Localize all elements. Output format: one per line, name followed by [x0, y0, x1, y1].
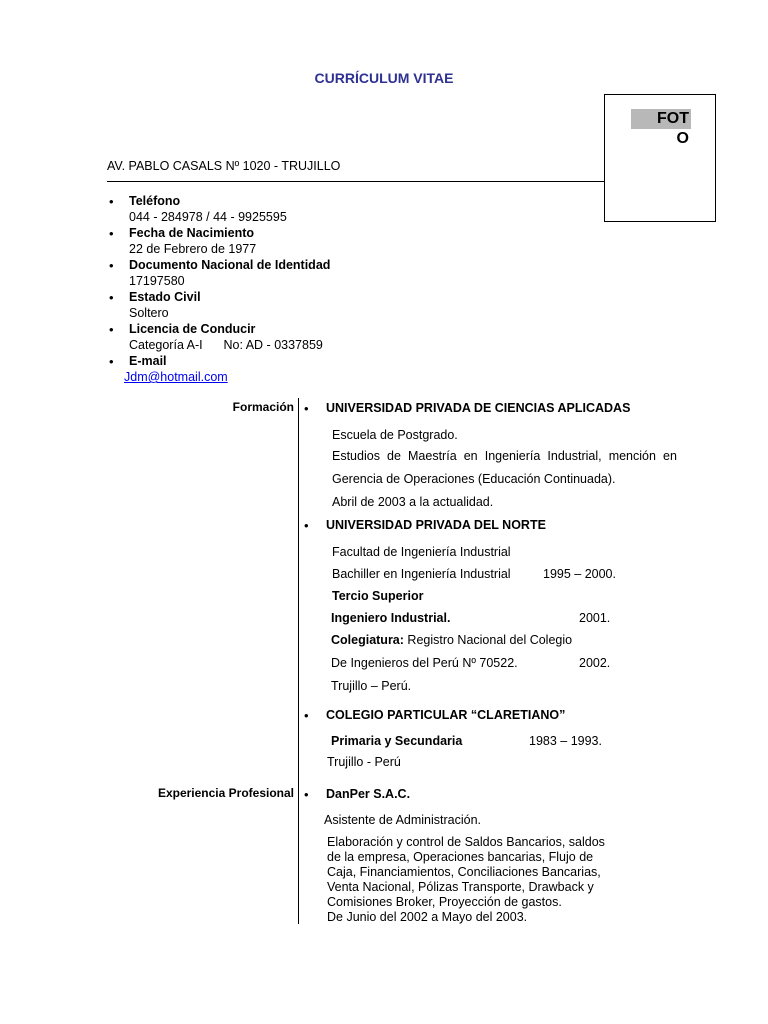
word: en [463, 449, 478, 463]
ucpa-line: Escuela de Postgrado. [332, 428, 458, 442]
bullet-icon: • [304, 401, 309, 416]
upn-line: Ingeniero Industrial. [331, 611, 451, 625]
job-desc-line: Comisiones Broker, Proyección de gastos. [327, 895, 562, 909]
bullet-icon: • [109, 354, 114, 369]
institution-name: UNIVERSIDAD PRIVADA DE CIENCIAS APLICADAS [326, 401, 631, 415]
email-label: E-mail [129, 354, 167, 368]
bullet-icon: • [109, 194, 114, 209]
birthdate-label: Fecha de Nacimiento [129, 226, 255, 240]
upn-date: 2001. [579, 611, 611, 625]
ucpa-line: Abril de 2003 a la actualidad. [332, 495, 494, 509]
job-role: Asistente de Administración. [324, 813, 482, 827]
job-desc-line: De Junio del 2002 a Mayo del 2003. [327, 910, 528, 924]
bullet-icon: • [304, 787, 309, 802]
colegio-date: 1983 – 1993. [529, 734, 602, 748]
word: en [663, 449, 677, 463]
license-label: Licencia de Conducir [129, 322, 256, 336]
dni-value: 17197580 [129, 274, 185, 288]
upn-line: Facultad de Ingeniería Industrial [332, 545, 511, 559]
email-link[interactable]: Jdm@hotmail.com [124, 370, 228, 384]
photo-placeholder [604, 94, 716, 222]
bullet-icon: • [109, 322, 114, 337]
word: Ingeniería [484, 449, 541, 463]
upn-date: 1995 – 2000. [543, 567, 616, 581]
word: de [387, 449, 401, 463]
job-desc-line: Venta Nacional, Pólizas Transporte, Drawback y [327, 880, 594, 894]
license-value: Categoría A-I No: AD - 0337859 [129, 338, 323, 352]
word: Estudios [332, 449, 380, 463]
bullet-icon: • [304, 708, 309, 723]
colegio-line: Trujillo - Perú [327, 755, 401, 769]
job-desc-line: Elaboración y control de Saldos Bancarios, saldos [327, 835, 605, 849]
job-desc-line: de la empresa, Operaciones bancarias, Flujo de [327, 850, 594, 864]
photo-label-line1: FOT [631, 109, 691, 129]
section-label-formacion: Formación [232, 400, 294, 414]
phone-value: 044 - 284978 / 44 - 9925595 [129, 210, 287, 224]
civil-status-value: Soltero [129, 306, 169, 320]
bullet-icon: • [109, 226, 114, 241]
header-divider [107, 181, 604, 182]
document-title: CURRÍCULUM VITAE [314, 70, 454, 86]
upn-line: Bachiller en Ingeniería Industrial [332, 567, 511, 581]
bullet-icon: • [109, 258, 114, 273]
word: mención [608, 449, 656, 463]
company-name: DanPer S.A.C. [326, 787, 411, 801]
word: Maestría [408, 449, 457, 463]
upn-colegiatura-text: Registro Nacional del Colegio [403, 633, 573, 647]
colegio-line: Primaria y Secundaria [331, 734, 463, 748]
photo-label-line2: O [676, 130, 689, 147]
upn-line: De Ingenieros del Perú Nº 70522. [331, 656, 518, 670]
phone-label: Teléfono [129, 194, 181, 208]
institution-name: COLEGIO PARTICULAR “CLARETIANO” [326, 708, 566, 722]
word: Industrial, [547, 449, 602, 463]
bullet-icon: • [304, 518, 309, 533]
upn-colegiatura-label: Colegiatura: [331, 633, 404, 647]
birthdate-value: 22 de Febrero de 1977 [129, 242, 257, 256]
institution-name: UNIVERSIDAD PRIVADA DEL NORTE [326, 518, 546, 532]
ucpa-line: Gerencia de Operaciones (Educación Continuada). [332, 472, 616, 486]
upn-line [331, 633, 572, 647]
upn-date: 2002. [579, 656, 611, 670]
upn-line: Trujillo – Perú. [331, 679, 412, 693]
civil-status-label: Estado Civil [129, 290, 201, 304]
address: AV. PABLO CASALS Nº 1020 - TRUJILLO [107, 159, 341, 173]
ucpa-justified-line [332, 449, 677, 463]
job-desc-line: Caja, Financiamientos, Conciliaciones Bancarias, [327, 865, 601, 879]
upn-line: Tercio Superior [332, 589, 424, 603]
bullet-icon: • [109, 290, 114, 305]
dni-label: Documento Nacional de Identidad [129, 258, 331, 272]
section-divider [298, 398, 299, 924]
section-label-experiencia: Experiencia Profesional [157, 786, 294, 800]
